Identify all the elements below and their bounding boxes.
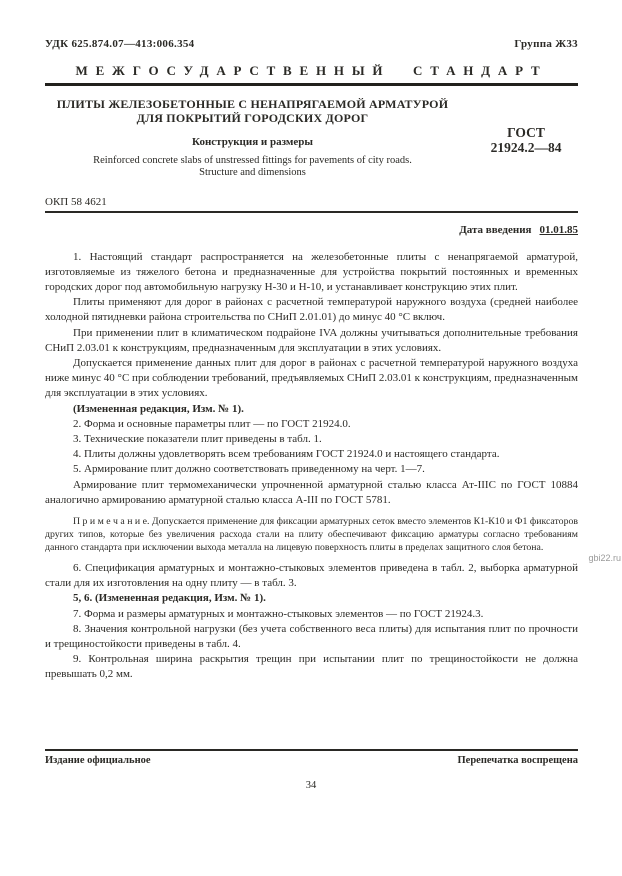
introduction-date-label: Дата введения <box>459 223 532 236</box>
paragraph: 8. Значения контрольной нагрузки (без учета собственного веса плиты) для испытания плит по прочности и трещиностойкости приведены в табл. 4. <box>45 622 578 650</box>
document-title <box>45 97 460 125</box>
standard-type-heading: МЕЖГОСУДАРСТВЕННЫЙ СТАНДАРТ <box>75 63 548 78</box>
document-title-line1: ПЛИТЫ ЖЕЛЕЗОБЕТОННЫЕ С НЕНАПРЯГАЕМОЙ АРМАТУРОЙ <box>56 96 449 111</box>
paragraph: 6. Спецификация арматурных и монтажно-стыковых элементов приведена в табл. 2, выборка арматурной стали для их изготовления на одну плиту — в табл. 3. <box>45 561 578 590</box>
document-title-line2: ДЛЯ ПОКРЫТИЙ ГОРОДСКИХ ДОРОГ <box>136 110 369 125</box>
page-number: 34 <box>305 780 317 791</box>
introduction-date <box>45 224 578 236</box>
paragraph: Армирование плит термомеханически упрочненной арматурной сталью класса Ат-IIIC по ГОСТ 10884 аналогично армированию арматурной сталью класса А-III по ГОСТ 5781. <box>45 478 578 506</box>
document-content <box>45 0 578 683</box>
footer-rule <box>45 749 578 751</box>
footer-reprint-note: Перепечатка воспрещена <box>457 755 578 766</box>
paragraph: Допускается применение данных плит для дорог в районах с расчетной температурой наружного воздуха ниже минус 40 °С при соблюдении требований, предъявляемых СНиП 2.03.01 к конструкциям, предназначенным для эксплуатации в этих условиях. <box>45 356 578 400</box>
watermark: gbi22.ru <box>588 553 621 563</box>
gost-designation <box>474 125 578 180</box>
paragraph: 1. Настоящий стандарт распространяется на железобетонные плиты с ненапрягаемой арматурой, изготовляемые из тяжелого бетона и предназначенные для устройства покрытий постоянных и временных городских дорог под автомобильную нагрузку Н-30 и Н-10, и устанавливает конструкцию этих плит. <box>45 250 578 293</box>
title-left-column <box>45 97 474 180</box>
paragraph: При применении плит в климатическом подрайоне IVA должны учитываться дополнительные требования СНиП 2.03.01 к конструкциям, предназначенным для эксплуатации в этих условиях. <box>45 326 578 354</box>
document-subtitle: Конструкция и размеры <box>192 135 313 148</box>
heading-rule <box>45 83 578 86</box>
paragraph: 9. Контрольная ширина раскрытия трещин при испытании плит по трещиностойкости не должна превышать 0,2 мм. <box>45 653 578 681</box>
paragraph: (Измененная редакция, Изм. № 1). <box>73 402 244 415</box>
okp-code: ОКП 58 4621 <box>45 195 107 208</box>
document-title-english-line1: Reinforced concrete slabs of unstressed fittings for pavements of city roads. <box>93 154 412 166</box>
document-title-english-line2: Structure and dimensions <box>199 167 306 178</box>
group-code: Группа Ж33 <box>514 38 578 50</box>
paragraph: 7. Форма и размеры арматурных и монтажно-стыковых элементов — по ГОСТ 21924.3. <box>73 607 484 620</box>
okp-rule <box>45 211 578 213</box>
note-paragraph: П р и м е ч а н и е. Допускается применение для фиксации арматурных сеток вместо элементов К1-К10 и Ф1 фиксаторов других типов, которые без увеличения расхода стали на плиту обеспечивают фиксацию арматуры согласно требованиям данного стандарта при исключении выхода металла на лицевую поверхность плиты в пределах защитного слоя бетона. <box>45 515 578 553</box>
paragraph: 5, 6. (Измененная редакция, Изм. № 1). <box>73 592 266 605</box>
udk-code: УДК 625.874.07—413:006.354 <box>45 38 195 50</box>
footer-edition-note: Издание официальное <box>45 755 151 766</box>
gost-label: ГОСТ <box>507 124 545 140</box>
introduction-date-value: 01.01.85 <box>539 223 578 236</box>
document-title-english <box>45 155 460 180</box>
paragraph: 5. Армирование плит должно соответствовать приведенному на черт. 1—7. <box>73 463 425 476</box>
footer-row <box>45 755 578 766</box>
paragraph: 2. Форма и основные параметры плит — по ГОСТ 21924.0. <box>73 417 351 430</box>
paragraph: 4. Плиты должны удовлетворять всем требованиям ГОСТ 21924.0 и настоящего стандарта. <box>73 448 500 461</box>
document-body <box>45 250 578 683</box>
header-classification-row <box>45 38 578 50</box>
title-block <box>45 97 578 180</box>
gost-number: 21924.2—84 <box>490 140 562 155</box>
paragraph: 3. Технические показатели плит приведены в табл. 1. <box>73 432 322 445</box>
paragraph: Плиты применяют для дорог в районах с расчетной температурой наружного воздуха (средней наиболее холодной пятидневки района строительства по СНиП 2.01.01) до минус 40 °С включ. <box>45 296 578 324</box>
